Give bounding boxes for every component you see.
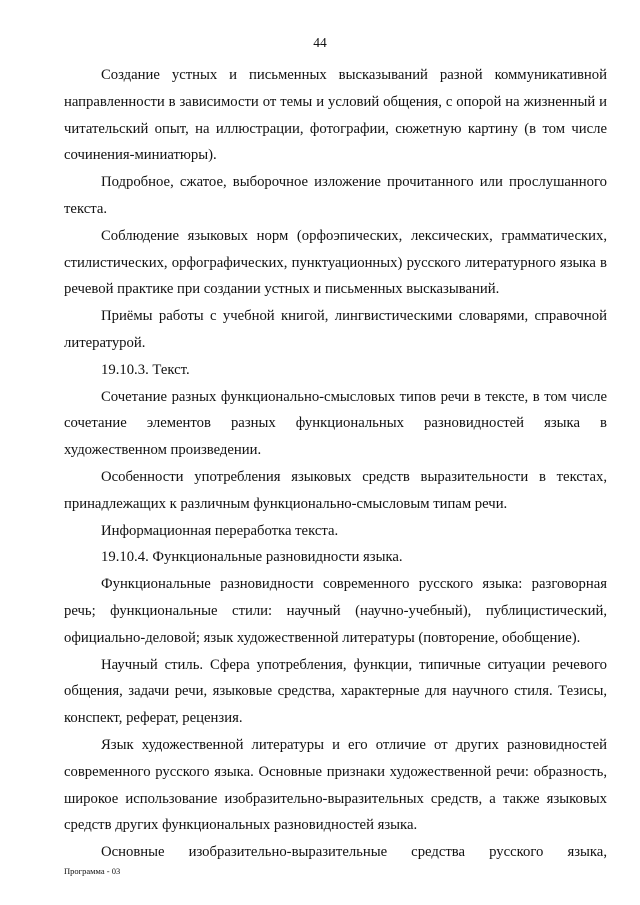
paragraph: Подробное, сжатое, выборочное изложение прочитанного или прослушанного текста. [64,174,607,217]
paragraph: Информационная переработка текста. [101,522,339,539]
paragraph: Приёмы работы с учебной книгой, лингвистическими словарями, справочной литературой. [64,308,607,351]
paragraph: Особенности употребления языковых средств выразительности в текстах, принадлежащих к различным функционально-смысловым типам речи. [64,468,607,512]
footer-label: Программа - 03 [64,866,121,876]
paragraph: Язык художественной литературы и его отличие от других разновидностей современного русского языка. Основные признаки художественной речи: образность, широкое использование изобразительно-выразительных средств, а также языковых средств других функциональных разновидностей языка. [64,736,607,834]
paragraph: Соблюдение языковых норм (орфоэпических, лексических, грамматических, стилистических, орфографических, пунктуационных) русского литературного языка в речевой практике при создании устных и письменных высказываний. [64,227,607,298]
paragraph: Функциональные разновидности современного русского языка: разговорная речь; функциональные стили: научный (научно-учебный), публицистический, официально-деловой; язык художественной литературы (повторение, обобщение). [64,576,607,646]
page-number: 44 [313,35,327,50]
paragraph: Сочетание разных функционально-смысловых типов речи в тексте, в том числе сочетание элементов разных функциональных разновидностей языка в художественном произведении. [64,388,607,459]
paragraph: Научный стиль. Сфера употребления, функции, типичные ситуации речевого общения, задачи речи, языковые средства, характерные для научного стиля. Тезисы, конспект, реферат, рецензия. [64,656,607,727]
paragraph: Создание устных и письменных высказываний разной коммуникативной направленности в зависимости от темы и условий общения, с опорой на жизненный и читательский опыт, на иллюстрации, фотографии, сюжетную картину (в том числе сочинения-миниатюры). [64,67,607,164]
body-text [64,62,607,866]
section-heading: 19.10.3. Текст. [101,361,190,378]
section-heading: 19.10.4. Функциональные разновидности языка. [101,549,403,566]
paragraph: Основные изобразительно-выразительные средства русского языка, [101,844,607,861]
